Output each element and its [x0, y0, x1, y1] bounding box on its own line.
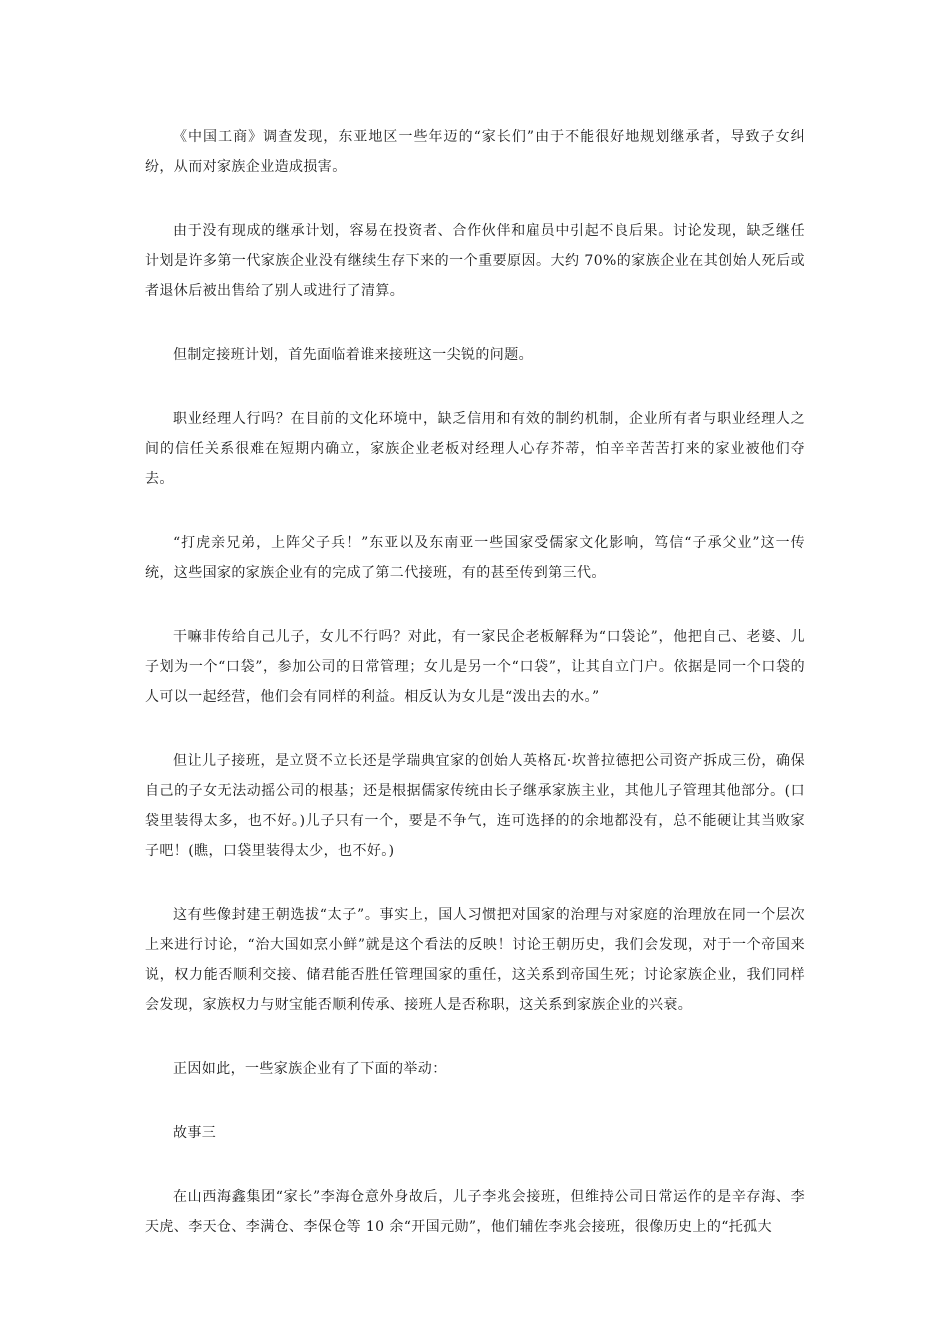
paragraph-8: 这有些像封建王朝选拔“太子”。事实上，国人习惯把对国家的治理与对家庭的治理放在同一个层次上来进行讨论，“治大国如烹小鲜”就是这个看法的反映！讨论王朝历史，我们会发现，对于一个帝国来说，权力能否顺利交接、储君能否胜任管理国家的重任，这关系到帝国生死；讨论家族企业，我们同样会发现，家族权力与财宝能否顺利传承、接班人是否称职，这关系到家族企业的兴衰。	[145, 907, 805, 1013]
document-body	[145, 122, 805, 1276]
paragraph-4: 职业经理人行吗？在目前的文化环境中，缺乏信用和有效的制约机制，企业所有者与职业经理人之间的信任关系很难在短期内确立，家族企业老板对经理人心存芥蒂，怕辛辛苦苦打来的家业被他们夺去。	[145, 411, 805, 487]
paragraph-10: 在山西海鑫集团“家长”李海仓意外身故后，儿子李兆会接班，但维持公司日常运作的是辛存海、李天虎、李天仓、李满仓、李保仓等 10 余“开国元勋”，他们辅佐李兆会接班，很像历史上的“托孤大	[145, 1189, 805, 1235]
paragraph-1: 《中国工商》调查发现，东亚地区一些年迈的“家长们”由于不能很好地规划继承者，导致子女纠纷，从而对家族企业造成损害。	[145, 129, 805, 175]
paragraph-3: 但制定接班计划，首先面临着谁来接班这一尖锐的问题。	[173, 347, 533, 363]
paragraph-2: 由于没有现成的继承计划，容易在投资者、合作伙伴和雇员中引起不良后果。讨论发现，缺乏继任计划是许多第一代家族企业没有继续生存下来的一个重要原因。大约 70%的家族企业在其创始人死后或者退休后被出售给了别人或进行了清算。	[145, 223, 805, 299]
paragraph-7: 但让儿子接班，是立贤不立长还是学瑞典宜家的创始人英格瓦·坎普拉德把公司资产拆成三份，确保自己的子女无法动摇公司的根基；还是根据儒家传统由长子继承家族主业，其他儿子管理其他部分。(口袋里装得太多，也不好。)儿子只有一个，要是不争气，连可选择的的余地都没有，总不能硬让其当败家子吧！(瞧，口袋里装得太少，也不好。)	[145, 753, 805, 859]
paragraph-6: 干嘛非传给自己儿子，女儿不行吗？对此，有一家民企老板解释为“口袋论”，他把自己、老婆、儿子划为一个“口袋”，参加公司的日常管理；女儿是另一个“口袋”，让其自立门户。依据是同一个口袋的人可以一起经营，他们会有同样的利益。相反认为女儿是“泼出去的水。”	[145, 629, 805, 705]
paragraph-5: “打虎亲兄弟，上阵父子兵！”东亚以及东南亚一些国家受儒家文化影响，笃信“子承父业”这一传统，这些国家的家族企业有的完成了第二代接班，有的甚至传到第三代。	[145, 535, 805, 581]
section-heading-story-three: 故事三	[173, 1125, 217, 1141]
paragraph-9: 正因如此，一些家族企业有了下面的举动：	[173, 1061, 447, 1077]
